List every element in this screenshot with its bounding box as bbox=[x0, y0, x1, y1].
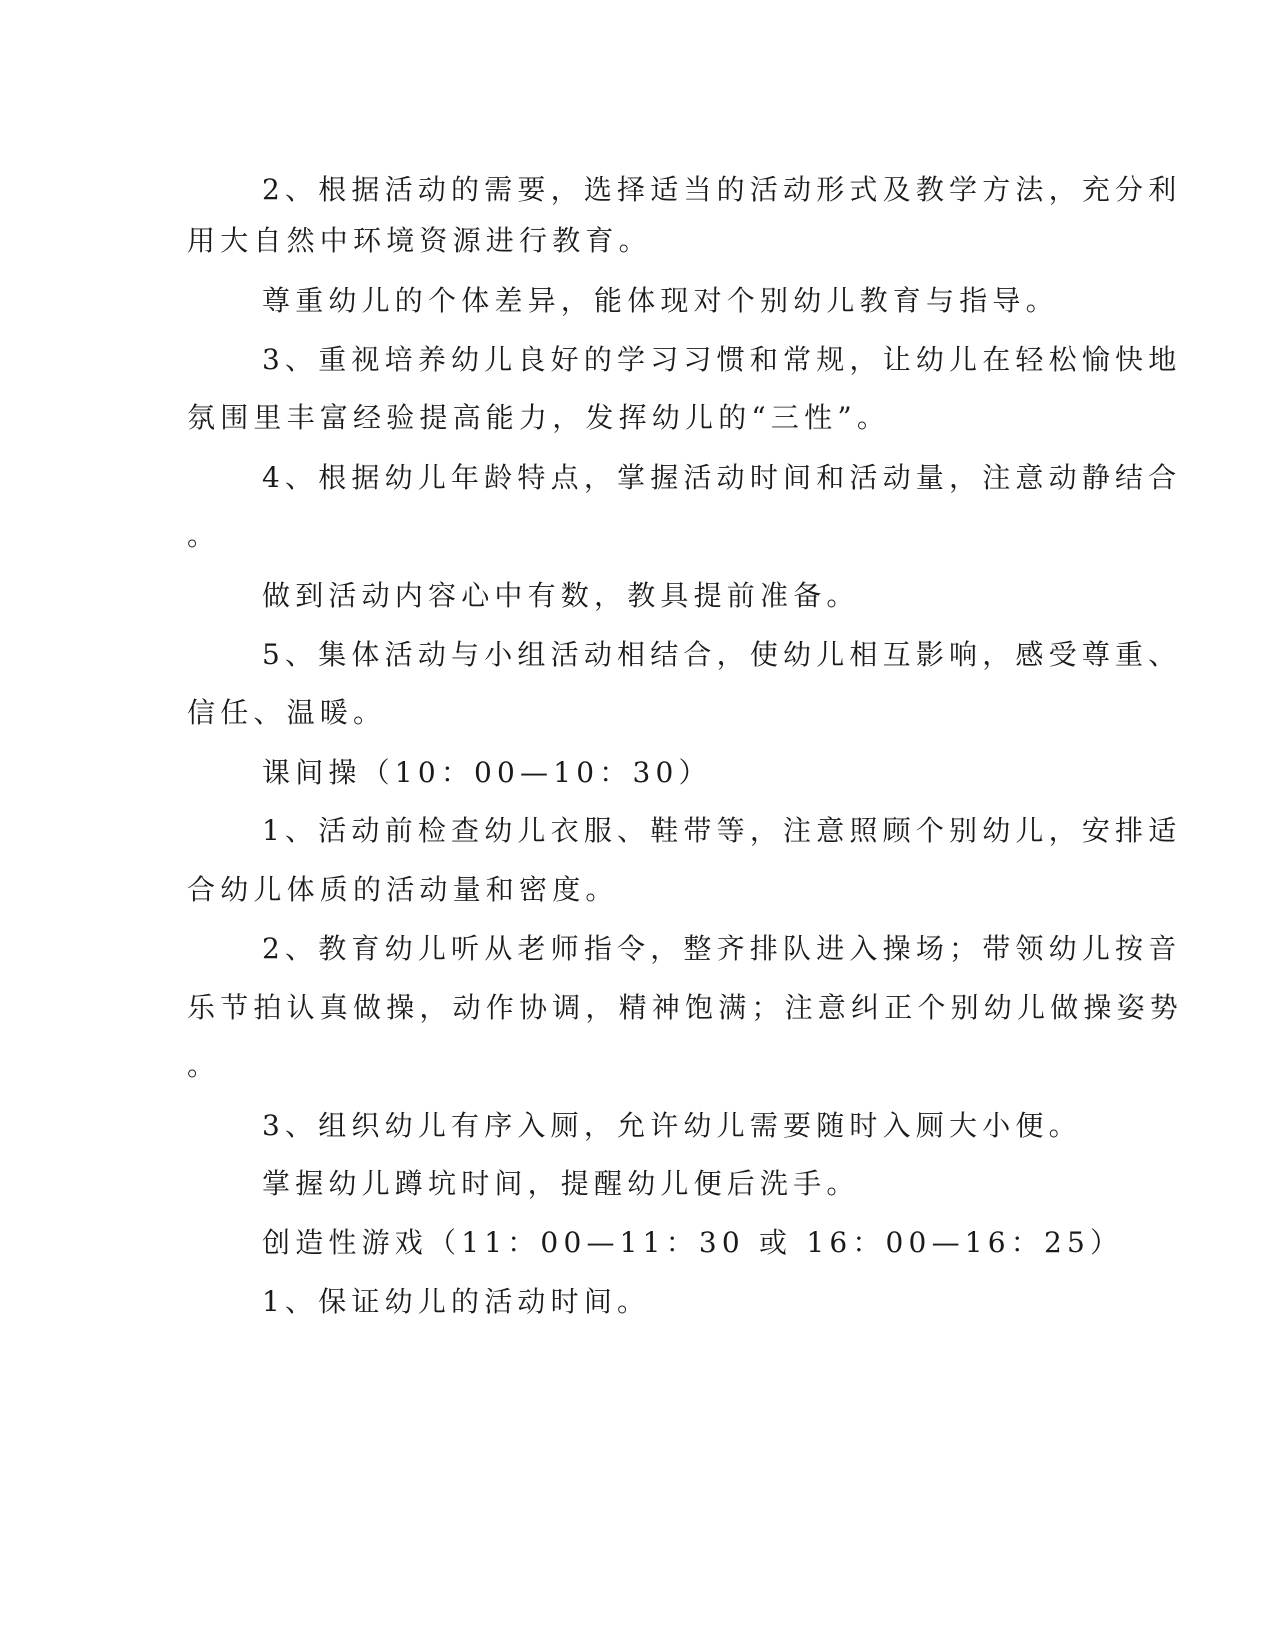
section-heading: 创造性游戏（11：00—11：30 或 16：00—16：25） bbox=[262, 1226, 1124, 1259]
paragraph-line: 做到活动内容心中有数，教具提前准备。 bbox=[262, 579, 860, 612]
paragraph-line: 。 bbox=[187, 1049, 221, 1082]
paragraph-line: 尊重幼儿的个体差异，能体现对个别幼儿教育与指导。 bbox=[262, 284, 1059, 317]
paragraph-line: 用大自然中环境资源进行教育。 bbox=[187, 224, 652, 257]
paragraph-line: 1、活动前检查幼儿衣服、鞋带等，注意照顾个别幼儿，安排适 bbox=[262, 814, 1182, 847]
paragraph-line: 4、根据幼儿年龄特点，掌握活动时间和活动量，注意动静结合 bbox=[262, 461, 1182, 494]
paragraph-line: 掌握幼儿蹲坑时间，提醒幼儿便后洗手。 bbox=[262, 1167, 860, 1200]
paragraph-line: 。 bbox=[187, 519, 221, 552]
paragraph-line: 乐节拍认真做操，动作协调，精神饱满；注意纠正个别幼儿做操姿势 bbox=[187, 991, 1184, 1024]
paragraph-line: 1、保证幼儿的活动时间。 bbox=[262, 1285, 651, 1318]
paragraph-line: 合幼儿体质的活动量和密度。 bbox=[187, 873, 619, 906]
paragraph-line: 5、集体活动与小组活动相结合，使幼儿相互影响，感受尊重、 bbox=[262, 638, 1182, 671]
paragraph-line: 2、教育幼儿听从老师指令，整齐排队进入操场；带领幼儿按音 bbox=[262, 932, 1182, 965]
paragraph-line: 氛围里丰富经验提高能力，发挥幼儿的“三性”。 bbox=[187, 401, 891, 434]
paragraph-line: 3、重视培养幼儿良好的学习习惯和常规，让幼儿在轻松愉快地 bbox=[262, 343, 1182, 376]
paragraph-line: 信任、温暖。 bbox=[187, 696, 387, 729]
paragraph-line: 3、组织幼儿有序入厕，允许幼儿需要随时入厕大小便。 bbox=[262, 1109, 1082, 1142]
section-heading: 课间操（10：00—10：30） bbox=[262, 756, 712, 789]
paragraph-line: 2、根据活动的需要，选择适当的活动形式及教学方法，充分利 bbox=[262, 173, 1182, 206]
